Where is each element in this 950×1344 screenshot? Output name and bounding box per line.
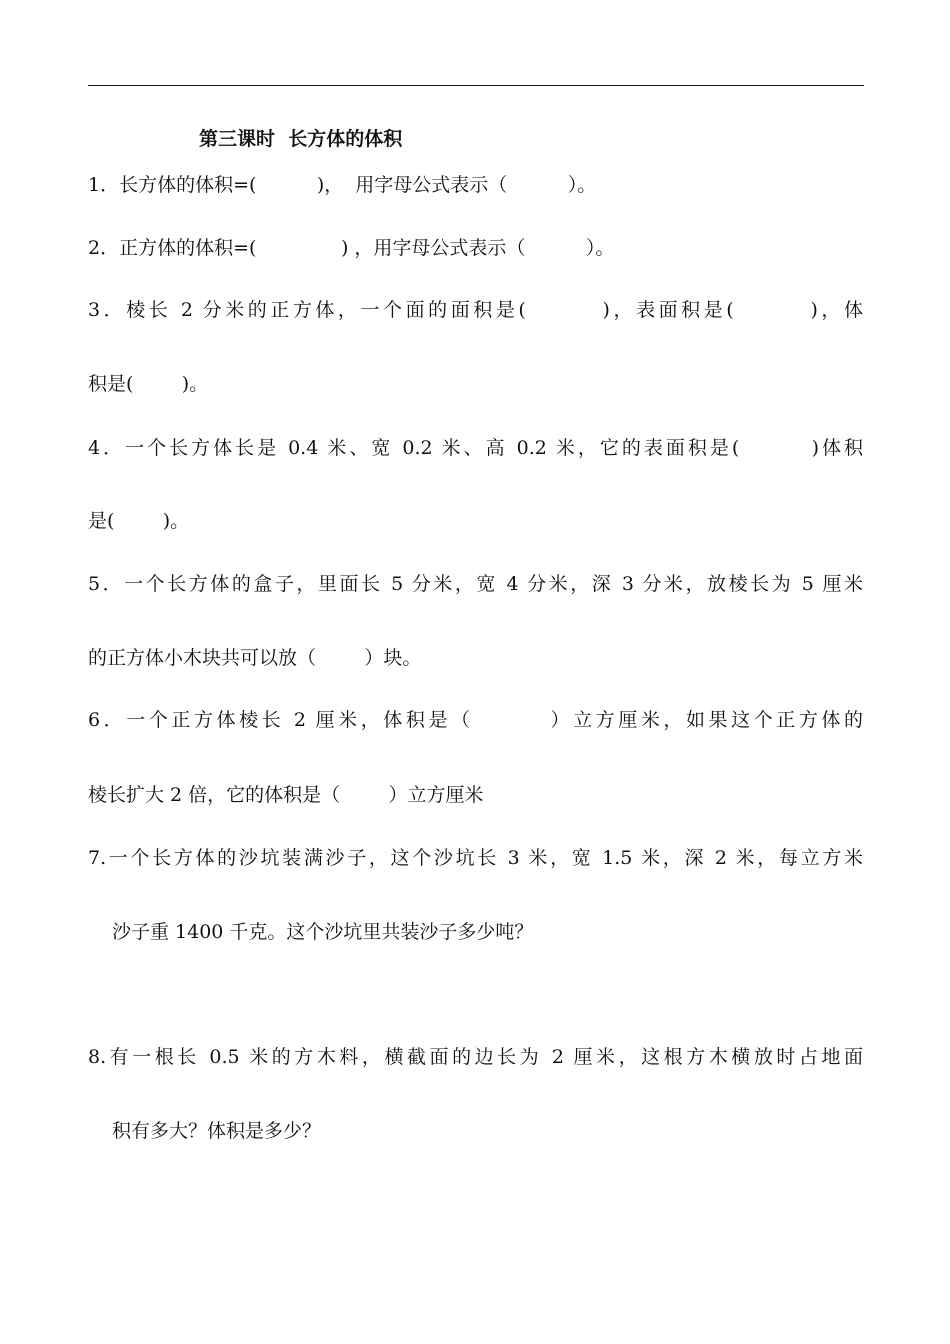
question-2: 2．正方体的体积=( ) ，用字母公式表示（ ）。 <box>88 237 615 259</box>
question-7-line-1: 7.一个长方体的沙坑装满沙子，这个沙坑长 3 米，宽 1.5 米，深 2 米，每立方米 <box>88 847 863 869</box>
question-4-line-1: 4．一个长方体长是 0.4 米、宽 0.2 米、高 0.2 米，它的表面积是( )体积 <box>88 437 863 459</box>
question-6-line-1: 6．一个正方体棱长 2 厘米，体积是（ ）立方厘米，如果这个正方体的 <box>88 709 863 731</box>
page-title: 第三课时 长方体的体积 <box>199 128 403 150</box>
question-6-line-2: 棱长扩大 2 倍，它的体积是（ ）立方厘米 <box>88 784 484 806</box>
question-5-line-2: 的正方体小木块共可以放（ ）块。 <box>88 647 422 669</box>
question-4-line-2: 是( )。 <box>88 510 190 532</box>
question-7-line-2: 沙子重 1400 千克。这个沙坑里共装沙子多少吨？ <box>112 921 534 943</box>
question-3-line-2: 积是( )。 <box>88 373 209 395</box>
question-8-line-2: 积有多大？体积是多少？ <box>112 1120 322 1142</box>
question-8-line-1: 8.有一根长 0.5 米的方木料，横截面的边长为 2 厘米，这根方木横放时占地面 <box>88 1046 863 1068</box>
question-3-line-1: 3．棱长 2 分米的正方体，一个面的面积是( )，表面积是( )，体 <box>88 299 863 321</box>
header-rule <box>88 85 864 86</box>
question-5-line-1: 5．一个长方体的盒子，里面长 5 分米，宽 4 分米，深 3 分米，放棱长为 5 厘米 <box>88 573 863 595</box>
question-1: 1．长方体的体积=( )， 用字母公式表示（ ）。 <box>88 174 597 196</box>
